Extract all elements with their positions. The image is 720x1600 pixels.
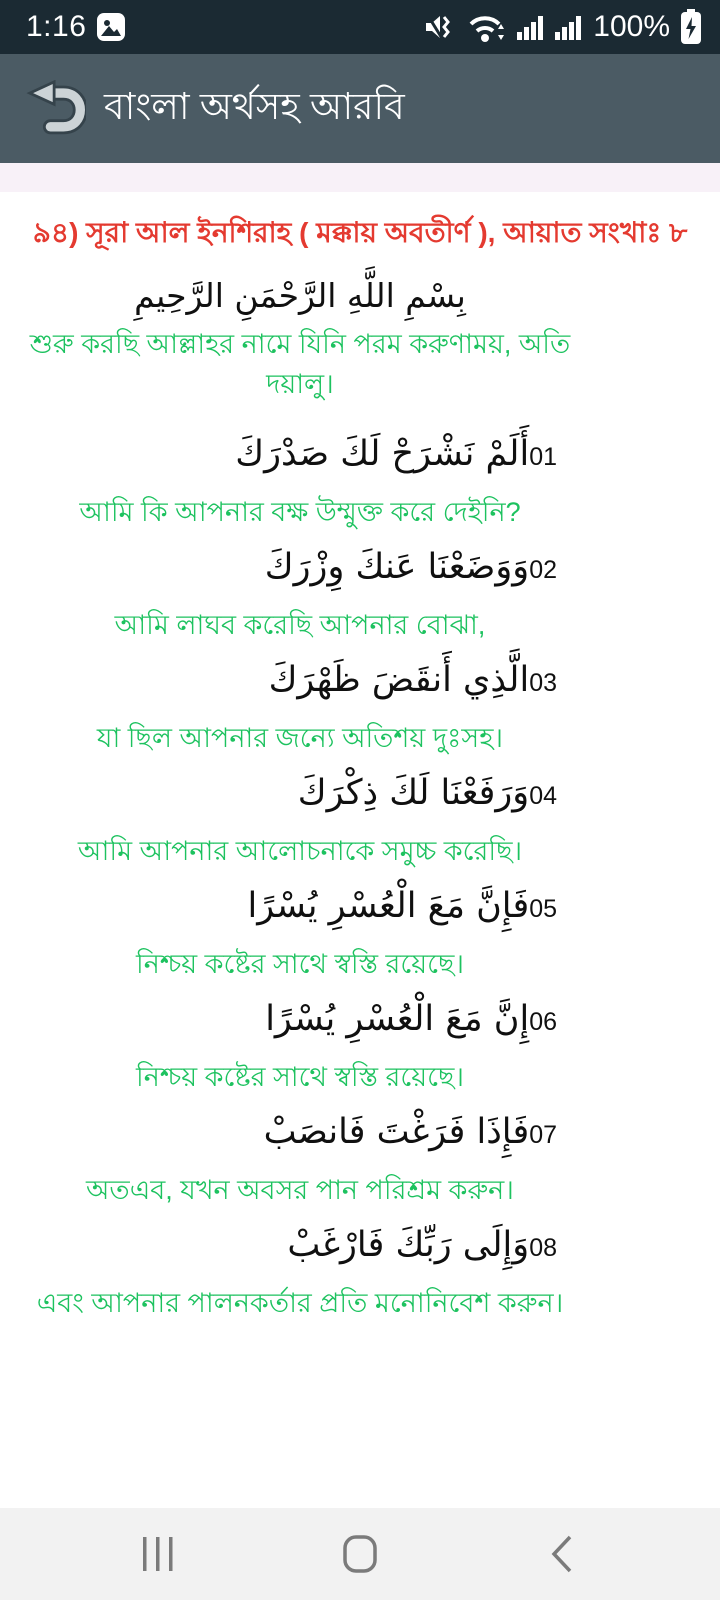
verse-translation: যা ছিল আপনার জন্যে অতিশয় দুঃসহ।: [96, 723, 504, 753]
battery-charging-icon: [680, 9, 702, 45]
status-bar: [0, 0, 720, 54]
home-button[interactable]: [330, 1524, 390, 1584]
verse-number: 03: [529, 669, 557, 697]
verse-block: [0, 535, 600, 648]
bismillah-translation: শুরু করছি আল্লাহর নামে যিনি পরম করুণাময়, অতি দয়ালু।: [29, 329, 571, 399]
photo-icon: [96, 12, 126, 42]
verse-arabic: فَإِذَا فَرَغْتَ فَانصَبْ: [263, 1112, 530, 1152]
signal-icon: [555, 12, 583, 42]
verse-translation: অতএব, যখন অবসর পান পরিশ্রম করুন।: [86, 1175, 514, 1205]
bismillah-arabic: بِسْمِ اللَّهِ الرَّحْمَنِ الرَّحِيمِ: [134, 276, 466, 315]
verse-arabic: أَلَمْ نَشْرَحْ لَكَ صَدْرَكَ: [235, 434, 530, 474]
content-scroll-area[interactable]: [0, 192, 720, 1508]
verse-arabic: وَرَفَعْنَا لَكَ ذِكْرَكَ: [297, 773, 530, 813]
back-icon: [550, 1534, 574, 1574]
android-nav-bar: [0, 1508, 720, 1600]
verse-block: [0, 422, 600, 535]
verse-block: [0, 761, 600, 874]
signal-icon: [517, 12, 545, 42]
verse-arabic: إِنَّ مَعَ الْعُسْرِ يُسْرًا: [265, 999, 530, 1039]
divider-band: [0, 163, 720, 192]
undo-back-arrow-icon: [26, 80, 86, 138]
verse-block: [0, 648, 600, 761]
verse-translation: আমি কি আপনার বক্ষ উম্মুক্ত করে দেইনি?: [79, 497, 521, 527]
verse-translation: এবং আপনার পালনকর্তার প্রতি মনোনিবেশ করুন।: [36, 1288, 564, 1318]
surah-heading: ৯৪) সূরা আল ইনশিরাহ ( মক্কায় অবতীর্ণ ), আয়াত সংখাঃ ৮: [32, 217, 688, 248]
verse-number: 01: [529, 443, 557, 471]
mute-vibrate-icon: [423, 11, 457, 43]
verse-block: [0, 987, 600, 1100]
verse-list: [0, 422, 600, 1326]
wifi-icon: [467, 11, 507, 43]
back-button[interactable]: [24, 77, 88, 141]
verse-number: 05: [529, 895, 557, 923]
battery-percent: 100%: [593, 10, 670, 43]
verse-arabic: فَإِنَّ مَعَ الْعُسْرِ يُسْرًا: [247, 886, 530, 926]
verse-block: [0, 1213, 600, 1326]
verse-translation: নিশ্চয় কষ্টের সাথে স্বস্তি রয়েছে।: [136, 949, 464, 979]
app-title: বাংলা অর্থসহ আরবি: [104, 86, 405, 127]
verse-number: 07: [529, 1121, 557, 1149]
verse-number: 08: [529, 1234, 557, 1262]
verse-translation: আমি আপনার আলোচনাকে সমুচ্চ করেছি।: [77, 836, 523, 866]
app-bar: [0, 54, 720, 163]
verse-number: 06: [529, 1008, 557, 1036]
recents-button[interactable]: [128, 1524, 188, 1584]
status-time: 1:16: [26, 10, 87, 43]
verse-number: 04: [529, 782, 557, 810]
verse-arabic: الَّذِي أَنقَضَ ظَهْرَكَ: [268, 660, 530, 700]
recents-icon: [141, 1535, 175, 1573]
verse-number: 02: [529, 556, 557, 584]
verse-block: [0, 1100, 600, 1213]
verse-block: [0, 874, 600, 987]
back-nav-button[interactable]: [532, 1524, 592, 1584]
verse-translation: আমি লাঘব করেছি আপনার বোঝা,: [114, 610, 486, 640]
verse-arabic: وَإِلَى رَبِّكَ فَارْغَبْ: [287, 1225, 530, 1265]
home-icon: [343, 1535, 377, 1573]
verse-arabic: وَوَضَعْنَا عَنكَ وِزْرَكَ: [264, 547, 530, 587]
verse-translation: নিশ্চয় কষ্টের সাথে স্বস্তি রয়েছে।: [136, 1062, 464, 1092]
